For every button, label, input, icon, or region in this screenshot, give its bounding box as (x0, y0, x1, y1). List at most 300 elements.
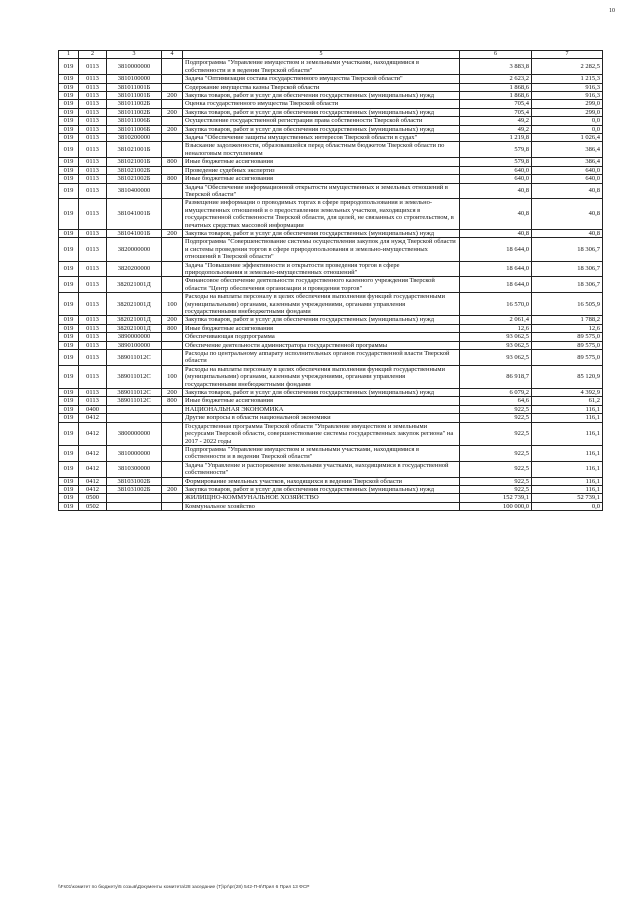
cell-actual-amount: 18 306,7 (532, 261, 603, 277)
cell-actual-amount: 116,1 (532, 477, 603, 485)
cell-actual-amount: 640,0 (532, 166, 603, 174)
cell-description: Государственная программа Тверской области "Управление имуществом и земельными ресурсами Тверской области, совершенствование системы государственных закупок региона" на 2017 - 2022 годы (183, 422, 460, 445)
cell-plan-amount: 93 062,5 (460, 350, 532, 366)
cell-description: Другие вопросы в области национальной экономики (183, 414, 460, 422)
table-row (59, 461, 603, 477)
cell-plan-amount: 705,4 (460, 108, 532, 116)
cell-section-code: 0113 (79, 175, 107, 183)
cell-plan-amount: 2 061,4 (460, 316, 532, 324)
cell-expense-type (162, 117, 183, 125)
cell-target-code: 382021001Д (107, 277, 162, 293)
cell-section-code: 0113 (79, 92, 107, 100)
cell-target-code: 389011012С (107, 397, 162, 405)
cell-plan-amount: 40,8 (460, 199, 532, 230)
cell-target-code: 382021001Д (107, 316, 162, 324)
header-col-1: 1 (59, 51, 79, 59)
table-row (59, 324, 603, 332)
cell-expense-type: 100 (162, 365, 183, 388)
cell-target-code: 3810000000 (107, 445, 162, 461)
cell-admin-code: 019 (59, 199, 79, 230)
cell-plan-amount: 922,5 (460, 405, 532, 413)
cell-description: Оценка государственного имущества Тверской области (183, 100, 460, 108)
table-row (59, 229, 603, 237)
cell-expense-type (162, 445, 183, 461)
cell-target-code: 3890100000 (107, 341, 162, 349)
header-col-3: 3 (107, 51, 162, 59)
table-row (59, 166, 603, 174)
cell-expense-type (162, 461, 183, 477)
cell-plan-amount: 12,6 (460, 324, 532, 332)
cell-plan-amount: 3 883,8 (460, 59, 532, 75)
cell-target-code: 389011012С (107, 389, 162, 397)
cell-admin-code: 019 (59, 324, 79, 332)
table-row (59, 293, 603, 316)
table-body (59, 59, 603, 511)
cell-expense-type (162, 502, 183, 510)
cell-target-code: 382021001Д (107, 324, 162, 332)
cell-target-code: 381041001Б (107, 199, 162, 230)
cell-section-code: 0412 (79, 422, 107, 445)
header-col-6: 6 (460, 51, 532, 59)
table-row (59, 108, 603, 116)
page-number: 10 (609, 8, 615, 14)
cell-target-code: 381031002Б (107, 477, 162, 485)
table-row (59, 183, 603, 199)
cell-actual-amount: 89 575,0 (532, 333, 603, 341)
table-row (59, 405, 603, 413)
cell-admin-code: 019 (59, 183, 79, 199)
cell-plan-amount: 922,5 (460, 477, 532, 485)
table-row (59, 92, 603, 100)
cell-plan-amount: 40,8 (460, 229, 532, 237)
cell-plan-amount: 579,8 (460, 158, 532, 166)
cell-plan-amount: 49,2 (460, 125, 532, 133)
cell-section-code: 0113 (79, 341, 107, 349)
cell-description: Подпрограмма "Управление имуществом и земельными участками, находящимися в собственности и в ведении Тверской области" (183, 59, 460, 75)
header-col-4: 4 (162, 51, 183, 59)
table-row (59, 422, 603, 445)
cell-target-code: 381011001Б (107, 92, 162, 100)
cell-description: Иные бюджетные ассигнования (183, 158, 460, 166)
cell-plan-amount: 18 644,0 (460, 261, 532, 277)
cell-description: Закупка товаров, работ и услуг для обеспечения государственных (муниципальных) нужд (183, 229, 460, 237)
cell-plan-amount: 922,5 (460, 414, 532, 422)
cell-actual-amount: 40,8 (532, 229, 603, 237)
cell-admin-code: 019 (59, 117, 79, 125)
cell-description: ЖИЛИЩНО-КОММУНАЛЬНОЕ ХОЗЯЙСТВО (183, 494, 460, 502)
cell-actual-amount: 18 306,7 (532, 277, 603, 293)
cell-expense-type (162, 183, 183, 199)
cell-description: Расходы по центральному аппарату исполнительных органов государственной власти Тверской области (183, 350, 460, 366)
cell-actual-amount: 52 739,1 (532, 494, 603, 502)
table-row (59, 59, 603, 75)
cell-section-code: 0113 (79, 316, 107, 324)
cell-expense-type (162, 100, 183, 108)
cell-expense-type: 200 (162, 229, 183, 237)
cell-section-code: 0113 (79, 183, 107, 199)
cell-expense-type (162, 83, 183, 91)
cell-section-code: 0113 (79, 350, 107, 366)
cell-section-code: 0113 (79, 397, 107, 405)
cell-section-code: 0113 (79, 389, 107, 397)
cell-expense-type (162, 494, 183, 502)
cell-section-code: 0113 (79, 166, 107, 174)
table-row (59, 75, 603, 83)
table-row (59, 485, 603, 493)
cell-description: Размещение информации о проводимых торгах в сфере природопользования и земельно-имущественных отношений и о предоставлении земельных участков, находящихся в государственной собственности Тверской области, для целей, не связанных со строительством, в печатных средствах массовой информации (183, 199, 460, 230)
cell-expense-type (162, 238, 183, 261)
cell-target-code (107, 494, 162, 502)
cell-admin-code: 019 (59, 175, 79, 183)
cell-actual-amount: 1 788,2 (532, 316, 603, 324)
cell-description: Коммунальное хозяйство (183, 502, 460, 510)
cell-admin-code: 019 (59, 108, 79, 116)
cell-description: Проведение судебных экспертиз (183, 166, 460, 174)
cell-admin-code: 019 (59, 341, 79, 349)
cell-section-code: 0400 (79, 405, 107, 413)
cell-target-code: 389011012С (107, 350, 162, 366)
table-row (59, 199, 603, 230)
cell-plan-amount: 640,0 (460, 175, 532, 183)
cell-target-code: 381021001Б (107, 142, 162, 158)
cell-admin-code: 019 (59, 125, 79, 133)
cell-plan-amount: 1 868,6 (460, 83, 532, 91)
cell-actual-amount: 0,0 (532, 117, 603, 125)
cell-actual-amount: 40,8 (532, 183, 603, 199)
cell-admin-code: 019 (59, 238, 79, 261)
cell-actual-amount: 1 215,3 (532, 75, 603, 83)
cell-description: Финансовое обеспечение деятельности государственного казенного учреждения Тверской области "Центр обеспечения организации и проведения торгов" (183, 277, 460, 293)
cell-admin-code: 019 (59, 316, 79, 324)
cell-section-code: 0113 (79, 365, 107, 388)
cell-description: Закупка товаров, работ и услуг для обеспечения государственных (муниципальных) нужд (183, 389, 460, 397)
header-col-2: 2 (79, 51, 107, 59)
footer-file-path: \\Fs01\комитет по бюджету\5 созыв\Документы комитета\28 заседание (Т)\рг\рг(28) 542-П-6\Прил 6 Прил 13 ФСР (58, 885, 310, 890)
cell-admin-code: 019 (59, 485, 79, 493)
cell-admin-code: 019 (59, 477, 79, 485)
cell-section-code: 0113 (79, 238, 107, 261)
cell-section-code: 0113 (79, 158, 107, 166)
cell-section-code: 0113 (79, 108, 107, 116)
table-row (59, 117, 603, 125)
cell-expense-type: 200 (162, 316, 183, 324)
cell-expense-type (162, 277, 183, 293)
cell-actual-amount: 16 505,9 (532, 293, 603, 316)
cell-description: Расходы на выплаты персоналу в целях обеспечения выполнения функций государственными (муниципальными) органами, казенными учреждениями, органами управления государственными внебюджетными фондами (183, 365, 460, 388)
cell-description: Расходы на выплаты персоналу в целях обеспечения выполнения функций государственными (муниципальными) органами, казенными учреждениями, органами управления государственными внебюджетными фондами (183, 293, 460, 316)
cell-plan-amount: 1 868,6 (460, 92, 532, 100)
cell-expense-type (162, 333, 183, 341)
cell-actual-amount: 299,0 (532, 108, 603, 116)
cell-section-code: 0502 (79, 502, 107, 510)
cell-actual-amount: 89 575,0 (532, 350, 603, 366)
cell-description: Подпрограмма "Совершенствование системы осуществления закупок для нужд Тверской области и системы проведения торгов в сфере природопользования и земельно-имущественных отношений в Тверской области" (183, 238, 460, 261)
cell-actual-amount: 0,0 (532, 125, 603, 133)
cell-plan-amount: 579,8 (460, 142, 532, 158)
cell-plan-amount: 93 062,5 (460, 333, 532, 341)
table-row (59, 125, 603, 133)
cell-plan-amount: 705,4 (460, 100, 532, 108)
cell-section-code: 0113 (79, 229, 107, 237)
cell-description: Формирование земельных участков, находящихся в ведении Тверской области (183, 477, 460, 485)
cell-target-code: 3820200000 (107, 261, 162, 277)
table-row (59, 175, 603, 183)
cell-plan-amount: 49,2 (460, 117, 532, 125)
cell-admin-code: 019 (59, 293, 79, 316)
cell-actual-amount: 85 120,9 (532, 365, 603, 388)
cell-actual-amount: 2 282,5 (532, 59, 603, 75)
cell-plan-amount: 922,5 (460, 422, 532, 445)
cell-target-code: 381021002Б (107, 175, 162, 183)
cell-admin-code: 019 (59, 75, 79, 83)
cell-description: Обеспечение деятельности администратора государственной программы (183, 341, 460, 349)
cell-admin-code: 019 (59, 422, 79, 445)
cell-expense-type: 200 (162, 389, 183, 397)
cell-actual-amount: 116,1 (532, 485, 603, 493)
cell-actual-amount: 299,0 (532, 100, 603, 108)
cell-section-code: 0412 (79, 477, 107, 485)
cell-description: Задача "Обеспечение защиты имущественных интересов Тверской области в судах" (183, 134, 460, 142)
cell-description: НАЦИОНАЛЬНАЯ ЭКОНОМИКА (183, 405, 460, 413)
cell-admin-code: 019 (59, 277, 79, 293)
cell-target-code: 381011006Б (107, 117, 162, 125)
cell-admin-code: 019 (59, 261, 79, 277)
cell-expense-type: 800 (162, 324, 183, 332)
cell-expense-type: 200 (162, 92, 183, 100)
table-row (59, 502, 603, 510)
cell-target-code: 3890000000 (107, 333, 162, 341)
cell-admin-code: 019 (59, 83, 79, 91)
budget-table (58, 50, 603, 511)
cell-description: Закупка товаров, работ и услуг для обеспечения государственных (муниципальных) нужд (183, 92, 460, 100)
cell-target-code: 381011001Б (107, 83, 162, 91)
cell-expense-type: 800 (162, 175, 183, 183)
cell-admin-code: 019 (59, 389, 79, 397)
cell-section-code: 0113 (79, 142, 107, 158)
cell-actual-amount: 640,0 (532, 175, 603, 183)
cell-target-code: 3810200000 (107, 134, 162, 142)
cell-plan-amount: 922,5 (460, 485, 532, 493)
cell-admin-code: 019 (59, 445, 79, 461)
cell-target-code: 3820000000 (107, 238, 162, 261)
cell-target-code: 381011006Б (107, 125, 162, 133)
table-row (59, 365, 603, 388)
cell-actual-amount: 386,4 (532, 158, 603, 166)
cell-admin-code: 019 (59, 502, 79, 510)
table-row (59, 100, 603, 108)
cell-admin-code: 019 (59, 100, 79, 108)
cell-admin-code: 019 (59, 333, 79, 341)
cell-actual-amount: 0,0 (532, 502, 603, 510)
cell-plan-amount: 93 062,5 (460, 341, 532, 349)
table-row (59, 397, 603, 405)
table-row (59, 494, 603, 502)
cell-expense-type: 800 (162, 397, 183, 405)
cell-expense-type: 200 (162, 125, 183, 133)
cell-expense-type (162, 166, 183, 174)
cell-target-code: 3810300000 (107, 461, 162, 477)
cell-description: Содержание имущества казны Тверской области (183, 83, 460, 91)
cell-section-code: 0113 (79, 199, 107, 230)
cell-admin-code: 019 (59, 494, 79, 502)
cell-actual-amount: 386,4 (532, 142, 603, 158)
cell-admin-code: 019 (59, 461, 79, 477)
cell-plan-amount: 86 918,7 (460, 365, 532, 388)
cell-description: Осуществление государственной регистрации права собственности Тверской области (183, 117, 460, 125)
cell-section-code: 0412 (79, 461, 107, 477)
cell-section-code: 0113 (79, 293, 107, 316)
cell-expense-type (162, 134, 183, 142)
table-row (59, 83, 603, 91)
cell-description: Задача "Повышение эффективности и открытости проведения торгов в сфере природопользования и земельно-имущественных отношений" (183, 261, 460, 277)
cell-section-code: 0412 (79, 414, 107, 422)
cell-section-code: 0113 (79, 134, 107, 142)
cell-description: Взыскание задолженности, образовавшейся перед областным бюджетом Тверской области по неналоговым поступлениям (183, 142, 460, 158)
cell-actual-amount: 40,8 (532, 199, 603, 230)
cell-section-code: 0113 (79, 125, 107, 133)
cell-expense-type (162, 199, 183, 230)
cell-description: Задача "Обеспечение информационной открытости имущественных и земельных отношений в Тверской области" (183, 183, 460, 199)
cell-target-code: 389011012С (107, 365, 162, 388)
table-row (59, 477, 603, 485)
table-row (59, 261, 603, 277)
cell-admin-code: 019 (59, 229, 79, 237)
table-row (59, 350, 603, 366)
cell-description: Задача "Оптимизация состава государственного имущества Тверской области" (183, 75, 460, 83)
table-row (59, 341, 603, 349)
cell-section-code: 0113 (79, 100, 107, 108)
cell-section-code: 0113 (79, 117, 107, 125)
cell-section-code: 0500 (79, 494, 107, 502)
cell-target-code: 381011002Б (107, 108, 162, 116)
cell-description: Обеспечивающая подпрограмма (183, 333, 460, 341)
cell-description: Закупка товаров, работ и услуг для обеспечения государственных (муниципальных) нужд (183, 316, 460, 324)
table-row (59, 389, 603, 397)
cell-plan-amount: 1 219,8 (460, 134, 532, 142)
cell-actual-amount: 18 306,7 (532, 238, 603, 261)
cell-section-code: 0113 (79, 333, 107, 341)
cell-expense-type: 200 (162, 108, 183, 116)
cell-target-code: 3810400000 (107, 183, 162, 199)
cell-admin-code: 019 (59, 166, 79, 174)
cell-admin-code: 019 (59, 405, 79, 413)
cell-plan-amount: 922,5 (460, 461, 532, 477)
cell-actual-amount: 116,1 (532, 422, 603, 445)
cell-description: Задача "Управление и распоряжение земельными участками, находящимися в государственной собственности" (183, 461, 460, 477)
cell-target-code: 381041001Б (107, 229, 162, 237)
cell-plan-amount: 922,5 (460, 445, 532, 461)
table-row (59, 333, 603, 341)
cell-expense-type (162, 341, 183, 349)
cell-plan-amount: 152 739,1 (460, 494, 532, 502)
header-row (59, 51, 603, 59)
cell-actual-amount: 1 026,4 (532, 134, 603, 142)
cell-description: Закупка товаров, работ и услуг для обеспечения государственных (муниципальных) нужд (183, 125, 460, 133)
cell-target-code: 3810000000 (107, 59, 162, 75)
cell-admin-code: 019 (59, 350, 79, 366)
cell-actual-amount: 116,1 (532, 405, 603, 413)
cell-plan-amount: 40,8 (460, 183, 532, 199)
cell-target-code: 381031002Б (107, 485, 162, 493)
cell-target-code: 381021001Б (107, 158, 162, 166)
cell-actual-amount: 4 392,9 (532, 389, 603, 397)
cell-admin-code: 019 (59, 397, 79, 405)
cell-section-code: 0113 (79, 261, 107, 277)
cell-expense-type (162, 414, 183, 422)
cell-actual-amount: 116,1 (532, 461, 603, 477)
cell-admin-code: 019 (59, 134, 79, 142)
cell-expense-type (162, 477, 183, 485)
cell-admin-code: 019 (59, 414, 79, 422)
cell-plan-amount: 100 000,0 (460, 502, 532, 510)
cell-actual-amount: 89 575,0 (532, 341, 603, 349)
cell-expense-type (162, 75, 183, 83)
cell-description: Иные бюджетные ассигнования (183, 324, 460, 332)
cell-plan-amount: 18 644,0 (460, 277, 532, 293)
cell-section-code: 0412 (79, 445, 107, 461)
cell-section-code: 0113 (79, 83, 107, 91)
cell-section-code: 0113 (79, 75, 107, 83)
cell-actual-amount: 116,1 (532, 445, 603, 461)
cell-expense-type (162, 59, 183, 75)
table-row (59, 316, 603, 324)
cell-admin-code: 019 (59, 59, 79, 75)
cell-admin-code: 019 (59, 92, 79, 100)
cell-section-code: 0113 (79, 59, 107, 75)
cell-plan-amount: 6 079,2 (460, 389, 532, 397)
cell-expense-type: 200 (162, 485, 183, 493)
cell-actual-amount: 916,3 (532, 83, 603, 91)
cell-target-code (107, 502, 162, 510)
cell-target-code: 382021001Д (107, 293, 162, 316)
table-row (59, 158, 603, 166)
cell-actual-amount: 12,6 (532, 324, 603, 332)
cell-description: Подпрограмма "Управление имуществом и земельными участками, находящимися в собственности и в ведении Тверской области" (183, 445, 460, 461)
cell-plan-amount: 16 570,0 (460, 293, 532, 316)
cell-plan-amount: 64,6 (460, 397, 532, 405)
cell-target-code: 3800000000 (107, 422, 162, 445)
cell-target-code: 381021002Б (107, 166, 162, 174)
cell-admin-code: 019 (59, 158, 79, 166)
cell-expense-type (162, 142, 183, 158)
cell-expense-type (162, 261, 183, 277)
cell-expense-type: 800 (162, 158, 183, 166)
cell-expense-type (162, 405, 183, 413)
cell-plan-amount: 18 644,0 (460, 238, 532, 261)
table-row (59, 445, 603, 461)
cell-description: Закупка товаров, работ и услуг для обеспечения государственных (муниципальных) нужд (183, 108, 460, 116)
table-row (59, 277, 603, 293)
table-row (59, 134, 603, 142)
header-col-5: 5 (183, 51, 460, 59)
cell-section-code: 0113 (79, 324, 107, 332)
table-row (59, 142, 603, 158)
cell-plan-amount: 640,0 (460, 166, 532, 174)
cell-section-code: 0412 (79, 485, 107, 493)
cell-expense-type (162, 422, 183, 445)
cell-target-code (107, 414, 162, 422)
table-row (59, 414, 603, 422)
cell-section-code: 0113 (79, 277, 107, 293)
cell-description: Закупка товаров, работ и услуг для обеспечения государственных (муниципальных) нужд (183, 485, 460, 493)
cell-target-code: 3810100000 (107, 75, 162, 83)
cell-description: Иные бюджетные ассигнования (183, 175, 460, 183)
cell-target-code: 381011002Б (107, 100, 162, 108)
cell-expense-type: 100 (162, 293, 183, 316)
cell-description: Иные бюджетные ассигнования (183, 397, 460, 405)
cell-actual-amount: 116,1 (532, 414, 603, 422)
cell-actual-amount: 61,2 (532, 397, 603, 405)
